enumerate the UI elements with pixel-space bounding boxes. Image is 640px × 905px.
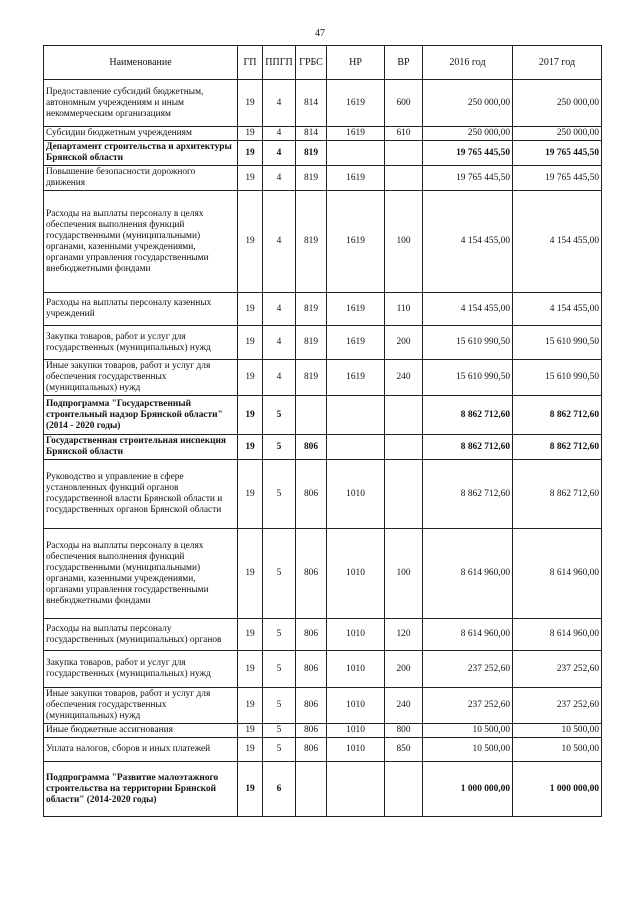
table-row [44, 651, 602, 688]
row-name: Расходы на выплаты персоналу в целях обеспечения выполнения функций государственными (муниципальными) органами, казенными учреждениями, органами управления государственными внебюджетными фондами [44, 529, 238, 619]
row-name: Иные закупки товаров, работ и услуг для обеспечения государственных (муниципальных) нужд [44, 688, 238, 724]
row-nr: 1619 [327, 360, 385, 396]
row-grbs: 806 [296, 619, 327, 651]
row-vr: 120 [385, 619, 423, 651]
table-row [44, 529, 602, 619]
row-gp: 19 [238, 688, 263, 724]
table-row [44, 191, 602, 293]
row-name: Подпрограмма "Развитие малоэтажного строительства на территории Брянской области" (2014-2020 годы) [44, 762, 238, 817]
row-vr: 610 [385, 127, 423, 141]
row-amount-2016: 8 614 960,00 [423, 529, 513, 619]
row-name: Расходы на выплаты персоналу государственных (муниципальных) органов [44, 619, 238, 651]
row-nr [327, 762, 385, 817]
row-grbs: 806 [296, 724, 327, 738]
row-grbs [296, 396, 327, 435]
row-ppgp: 4 [263, 191, 296, 293]
row-name: Руководство и управление в сфере установленных функций органов государственной власти Брянской области и государственных органов Брянской области [44, 460, 238, 529]
table-body [44, 80, 602, 817]
row-grbs: 819 [296, 191, 327, 293]
row-vr [385, 141, 423, 166]
row-amount-2016: 8 862 712,60 [423, 460, 513, 529]
row-ppgp: 4 [263, 166, 296, 191]
row-nr: 1619 [327, 127, 385, 141]
table-row [44, 360, 602, 396]
row-vr: 240 [385, 360, 423, 396]
row-vr: 100 [385, 191, 423, 293]
row-amount-2016: 4 154 455,00 [423, 293, 513, 326]
row-name: Повышение безопасности дорожного движения [44, 166, 238, 191]
row-name: Государственная строительная инспекция Брянской области [44, 435, 238, 460]
row-ppgp: 5 [263, 396, 296, 435]
row-amount-2016: 10 500,00 [423, 738, 513, 762]
row-nr [327, 435, 385, 460]
row-amount-2017: 8 862 712,60 [513, 460, 602, 529]
row-grbs: 806 [296, 529, 327, 619]
row-amount-2016: 19 765 445,50 [423, 166, 513, 191]
page-number: 47 [315, 28, 325, 39]
row-grbs: 819 [296, 293, 327, 326]
row-ppgp: 4 [263, 293, 296, 326]
row-amount-2017: 8 614 960,00 [513, 619, 602, 651]
row-amount-2017: 250 000,00 [513, 127, 602, 141]
row-grbs: 806 [296, 460, 327, 529]
row-amount-2016: 10 500,00 [423, 724, 513, 738]
row-vr: 110 [385, 293, 423, 326]
row-amount-2017: 4 154 455,00 [513, 293, 602, 326]
row-name: Закупка товаров, работ и услуг для государственных (муниципальных) нужд [44, 326, 238, 360]
row-grbs: 819 [296, 166, 327, 191]
row-ppgp: 5 [263, 460, 296, 529]
row-amount-2017: 8 862 712,60 [513, 435, 602, 460]
header-nr: НР [327, 46, 385, 80]
row-nr [327, 396, 385, 435]
row-gp: 19 [238, 651, 263, 688]
row-gp: 19 [238, 141, 263, 166]
row-amount-2017: 4 154 455,00 [513, 191, 602, 293]
row-vr [385, 762, 423, 817]
table-row [44, 688, 602, 724]
row-ppgp: 5 [263, 724, 296, 738]
row-nr: 1010 [327, 529, 385, 619]
row-gp: 19 [238, 166, 263, 191]
row-grbs: 814 [296, 127, 327, 141]
row-amount-2017: 19 765 445,50 [513, 141, 602, 166]
row-amount-2016: 1 000 000,00 [423, 762, 513, 817]
row-ppgp: 4 [263, 141, 296, 166]
row-grbs: 819 [296, 326, 327, 360]
row-gp: 19 [238, 326, 263, 360]
header-2017: 2017 год [513, 46, 602, 80]
row-vr [385, 166, 423, 191]
table-row [44, 293, 602, 326]
table-row [44, 326, 602, 360]
row-amount-2016: 250 000,00 [423, 127, 513, 141]
table-row [44, 127, 602, 141]
row-grbs: 806 [296, 688, 327, 724]
row-nr: 1010 [327, 724, 385, 738]
table-row [44, 396, 602, 435]
row-grbs: 814 [296, 80, 327, 127]
row-name: Иные закупки товаров, работ и услуг для обеспечения государственных (муниципальных) нужд [44, 360, 238, 396]
row-nr: 1010 [327, 619, 385, 651]
row-amount-2017: 15 610 990,50 [513, 326, 602, 360]
row-ppgp: 4 [263, 326, 296, 360]
row-amount-2017: 19 765 445,50 [513, 166, 602, 191]
table-row [44, 166, 602, 191]
row-grbs: 819 [296, 360, 327, 396]
row-name: Субсидии бюджетным учреждениям [44, 127, 238, 141]
table-row [44, 435, 602, 460]
row-gp: 19 [238, 724, 263, 738]
row-amount-2016: 15 610 990,50 [423, 326, 513, 360]
row-grbs: 806 [296, 651, 327, 688]
row-gp: 19 [238, 127, 263, 141]
row-grbs [296, 762, 327, 817]
row-ppgp: 4 [263, 80, 296, 127]
header-gp: ГП [238, 46, 263, 80]
budget-table [43, 45, 602, 817]
row-grbs: 806 [296, 435, 327, 460]
row-gp: 19 [238, 460, 263, 529]
row-vr [385, 396, 423, 435]
table-row [44, 619, 602, 651]
row-amount-2016: 250 000,00 [423, 80, 513, 127]
row-gp: 19 [238, 529, 263, 619]
row-vr [385, 435, 423, 460]
row-gp: 19 [238, 619, 263, 651]
row-gp: 19 [238, 191, 263, 293]
row-nr: 1619 [327, 191, 385, 293]
row-amount-2016: 4 154 455,00 [423, 191, 513, 293]
row-ppgp: 5 [263, 651, 296, 688]
row-name: Уплата налогов, сборов и иных платежей [44, 738, 238, 762]
row-nr: 1010 [327, 688, 385, 724]
row-amount-2017: 8 614 960,00 [513, 529, 602, 619]
row-gp: 19 [238, 80, 263, 127]
row-amount-2016: 8 862 712,60 [423, 396, 513, 435]
table-row [44, 762, 602, 817]
table-header-row [44, 46, 602, 80]
row-amount-2017: 250 000,00 [513, 80, 602, 127]
row-name: Подпрограмма "Государственный строительный надзор Брянской области" (2014 - 2020 годы) [44, 396, 238, 435]
row-ppgp: 5 [263, 688, 296, 724]
row-amount-2017: 10 500,00 [513, 738, 602, 762]
row-vr: 240 [385, 688, 423, 724]
table-row [44, 460, 602, 529]
row-amount-2017: 237 252,60 [513, 688, 602, 724]
row-nr: 1010 [327, 738, 385, 762]
row-vr: 600 [385, 80, 423, 127]
row-vr: 100 [385, 529, 423, 619]
header-ppgp: ППГП [263, 46, 296, 80]
row-gp: 19 [238, 360, 263, 396]
row-name: Закупка товаров, работ и услуг для государственных (муниципальных) нужд [44, 651, 238, 688]
row-vr: 200 [385, 326, 423, 360]
row-name: Расходы на выплаты персоналу в целях обеспечения выполнения функций государственными (муниципальными) органами, казенными учреждениями, органами управления государственными внебюджетными фондами [44, 191, 238, 293]
row-ppgp: 5 [263, 738, 296, 762]
row-nr: 1010 [327, 651, 385, 688]
row-amount-2017: 1 000 000,00 [513, 762, 602, 817]
row-gp: 19 [238, 435, 263, 460]
row-amount-2016: 237 252,60 [423, 651, 513, 688]
row-vr [385, 460, 423, 529]
row-ppgp: 5 [263, 435, 296, 460]
row-vr: 200 [385, 651, 423, 688]
table-row [44, 724, 602, 738]
row-vr: 850 [385, 738, 423, 762]
row-vr: 800 [385, 724, 423, 738]
row-nr [327, 141, 385, 166]
row-amount-2016: 8 862 712,60 [423, 435, 513, 460]
row-nr: 1619 [327, 293, 385, 326]
row-gp: 19 [238, 293, 263, 326]
row-amount-2017: 10 500,00 [513, 724, 602, 738]
header-2016: 2016 год [423, 46, 513, 80]
row-ppgp: 5 [263, 619, 296, 651]
row-gp: 19 [238, 738, 263, 762]
row-name: Расходы на выплаты персоналу казенных учреждений [44, 293, 238, 326]
table-row [44, 738, 602, 762]
row-gp: 19 [238, 762, 263, 817]
header-grbs: ГРБС [296, 46, 327, 80]
row-amount-2016: 19 765 445,50 [423, 141, 513, 166]
row-nr: 1010 [327, 460, 385, 529]
row-gp: 19 [238, 396, 263, 435]
row-amount-2016: 8 614 960,00 [423, 619, 513, 651]
row-name: Департамент строительства и архитектуры Брянской области [44, 141, 238, 166]
table-row [44, 141, 602, 166]
header-name: Наименование [44, 46, 238, 80]
header-vr: ВР [385, 46, 423, 80]
row-ppgp: 6 [263, 762, 296, 817]
row-nr: 1619 [327, 326, 385, 360]
row-amount-2016: 237 252,60 [423, 688, 513, 724]
row-nr: 1619 [327, 166, 385, 191]
row-name: Предоставление субсидий бюджетным, автономным учреждениям и иным некоммерческим организациям [44, 80, 238, 127]
row-amount-2017: 8 862 712,60 [513, 396, 602, 435]
row-ppgp: 5 [263, 529, 296, 619]
row-grbs: 819 [296, 141, 327, 166]
row-ppgp: 4 [263, 360, 296, 396]
table-row [44, 80, 602, 127]
row-ppgp: 4 [263, 127, 296, 141]
row-name: Иные бюджетные ассигнования [44, 724, 238, 738]
row-amount-2016: 15 610 990,50 [423, 360, 513, 396]
row-amount-2017: 15 610 990,50 [513, 360, 602, 396]
row-amount-2017: 237 252,60 [513, 651, 602, 688]
row-grbs: 806 [296, 738, 327, 762]
row-nr: 1619 [327, 80, 385, 127]
